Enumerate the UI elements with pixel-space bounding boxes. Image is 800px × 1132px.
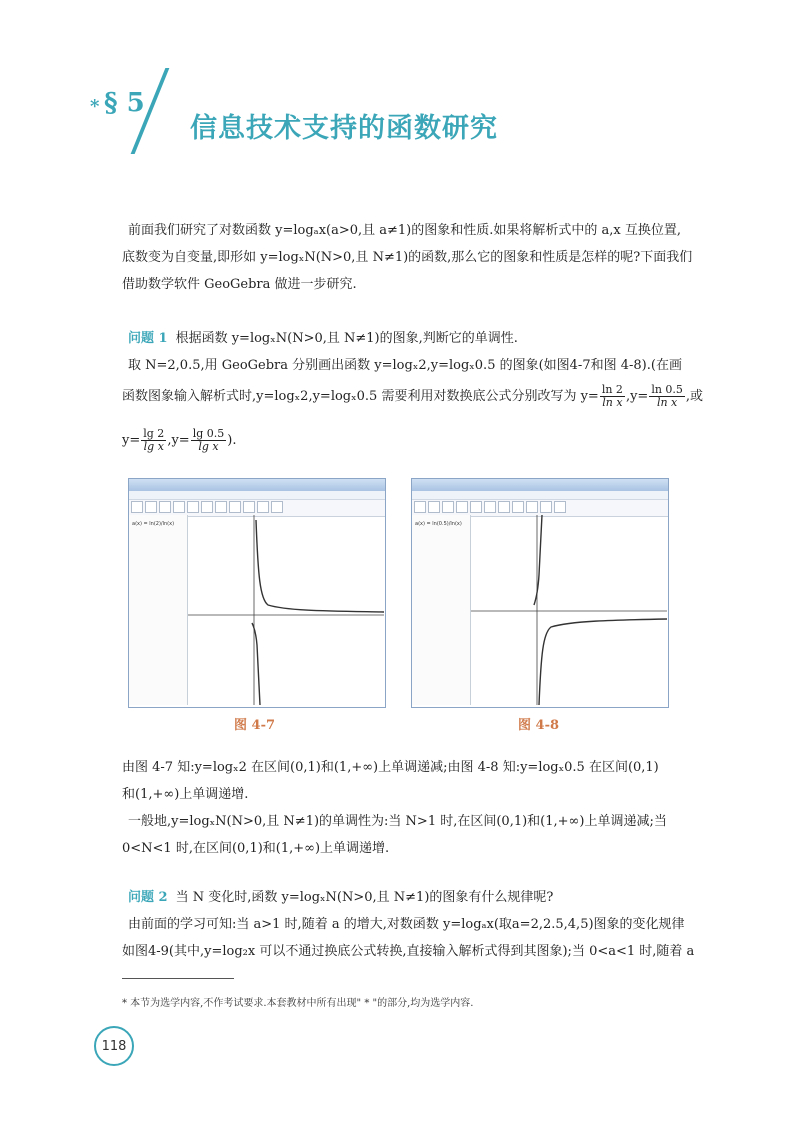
- fraction-denominator: ln x: [656, 396, 678, 409]
- question-1: [128, 330, 518, 348]
- fraction-numerator: lg 0.5: [192, 427, 225, 440]
- section-number: § 5: [104, 88, 145, 118]
- question-2: [128, 889, 553, 907]
- fraction-numerator: lg 2: [143, 427, 165, 440]
- question-2-text: 当 N 变化时,函数 y=logₓN(N>0,且 N≠1)的图象有什么规律呢?: [175, 890, 554, 905]
- algebra-view: [129, 515, 188, 705]
- fraction-denominator: ln x: [602, 396, 623, 409]
- window-titlebar: [129, 479, 385, 491]
- window-menubar: [412, 491, 668, 500]
- page-number: 118: [94, 1026, 134, 1066]
- question-1-text: 根据函数 y=logₓN(N>0,且 N≠1)的图象,判断它的单调性.: [175, 331, 518, 346]
- question-2-label: 问题 2: [128, 890, 168, 905]
- analysis-line-3: 一般地,y=logₓN(N>0,且 N≠1)的单调性为:当 N>1 时,在区间(0,1)和(1,+∞)上单调递减;当: [128, 814, 667, 829]
- fraction-lg05-lgx: [191, 428, 227, 453]
- intro-line-2: 底数变为自变量,即形如 y=logₓN(N>0,且 N≠1)的函数,那么它的图象和性质是怎样的呢?下面我们: [122, 250, 693, 265]
- window-titlebar: [412, 479, 668, 491]
- algebra-entry: a(x) = ln(0.5)/ln(x): [415, 521, 462, 527]
- fraction-denominator: lg x: [198, 440, 219, 453]
- q1-line-3: [122, 384, 703, 409]
- window-menubar: [129, 491, 385, 500]
- curve-left-branch: [534, 515, 542, 605]
- separator: ,或: [685, 389, 704, 404]
- q1-line-2: 取 N=2,0.5,用 GeoGebra 分别画出函数 y=logₓ2,y=logₓ0.5 的图象(如图4-7和图 4-8).(在画: [128, 358, 682, 373]
- graph-view: [471, 515, 667, 705]
- intro-line-3: 借助数学软件 GeoGebra 做进一步研究.: [122, 277, 357, 292]
- curve-right-branch: [539, 619, 667, 705]
- curve-left-branch: [252, 623, 260, 705]
- q2-line-2: 由前面的学习可知:当 a>1 时,随着 a 的增大,对数函数 y=logₐx(取a=2,2.5,4,5)图象的变化规律: [128, 917, 685, 932]
- algebra-view: [412, 515, 471, 705]
- section-star: *: [90, 96, 100, 117]
- intro-line-1: 前面我们研究了对数函数 y=logₐx(a>0,且 a≠1)的图象和性质.如果将解析式中的 a,x 互换位置,: [128, 223, 682, 238]
- curve-right-branch: [256, 520, 384, 612]
- q1-line-4: [122, 428, 236, 453]
- q2-line-3: 如图4-9(其中,y=log₂x 可以不通过换底公式转换,直接输入解析式得到其图象);当 0<a<1 时,随着 a: [122, 944, 695, 959]
- figure-caption-4-8: 图 4-8: [518, 718, 560, 733]
- fraction-ln05-lnx: [649, 384, 685, 409]
- separator: ,y=: [625, 389, 649, 404]
- fraction-ln2-lnx: [600, 384, 625, 409]
- q1-line-4-text: y=: [122, 433, 141, 448]
- graph-view: [188, 515, 384, 705]
- fraction-denominator: lg x: [143, 440, 164, 453]
- footnote: * 本节为选学内容,不作考试要求.本套教材中所有出现" * "的部分,均为选学内容.: [122, 998, 474, 1009]
- analysis-line-1: 由图 4-7 知:y=logₓ2 在区间(0,1)和(1,+∞)上单调递减;由图 4-8 知:y=logₓ0.5 在区间(0,1): [122, 760, 659, 775]
- fraction-numerator: ln 0.5: [651, 383, 683, 396]
- algebra-entry: a(x) = ln(2)/ln(x): [132, 521, 175, 527]
- analysis-line-4: 0<N<1 时,在区间(0,1)和(1,+∞)上单调递增.: [122, 841, 390, 856]
- question-1-label: 问题 1: [128, 331, 168, 346]
- fraction-lg2-lgx: [141, 428, 166, 453]
- geogebra-screenshot-2: [411, 478, 669, 708]
- footnote-rule: [122, 978, 234, 979]
- figure-caption-4-7: 图 4-7: [234, 718, 276, 733]
- analysis-line-2: 和(1,+∞)上单调递增.: [122, 787, 249, 802]
- q1-line-3-text: 函数图象输入解析式时,y=logₓ2,y=logₓ0.5 需要利用对数换底公式分别改写为 y=: [122, 389, 599, 404]
- separator: ).: [227, 433, 237, 448]
- geogebra-screenshot-1: [128, 478, 386, 708]
- fraction-numerator: ln 2: [601, 383, 623, 396]
- section-title: 信息技术支持的函数研究: [190, 113, 498, 144]
- separator: ,y=: [167, 433, 190, 448]
